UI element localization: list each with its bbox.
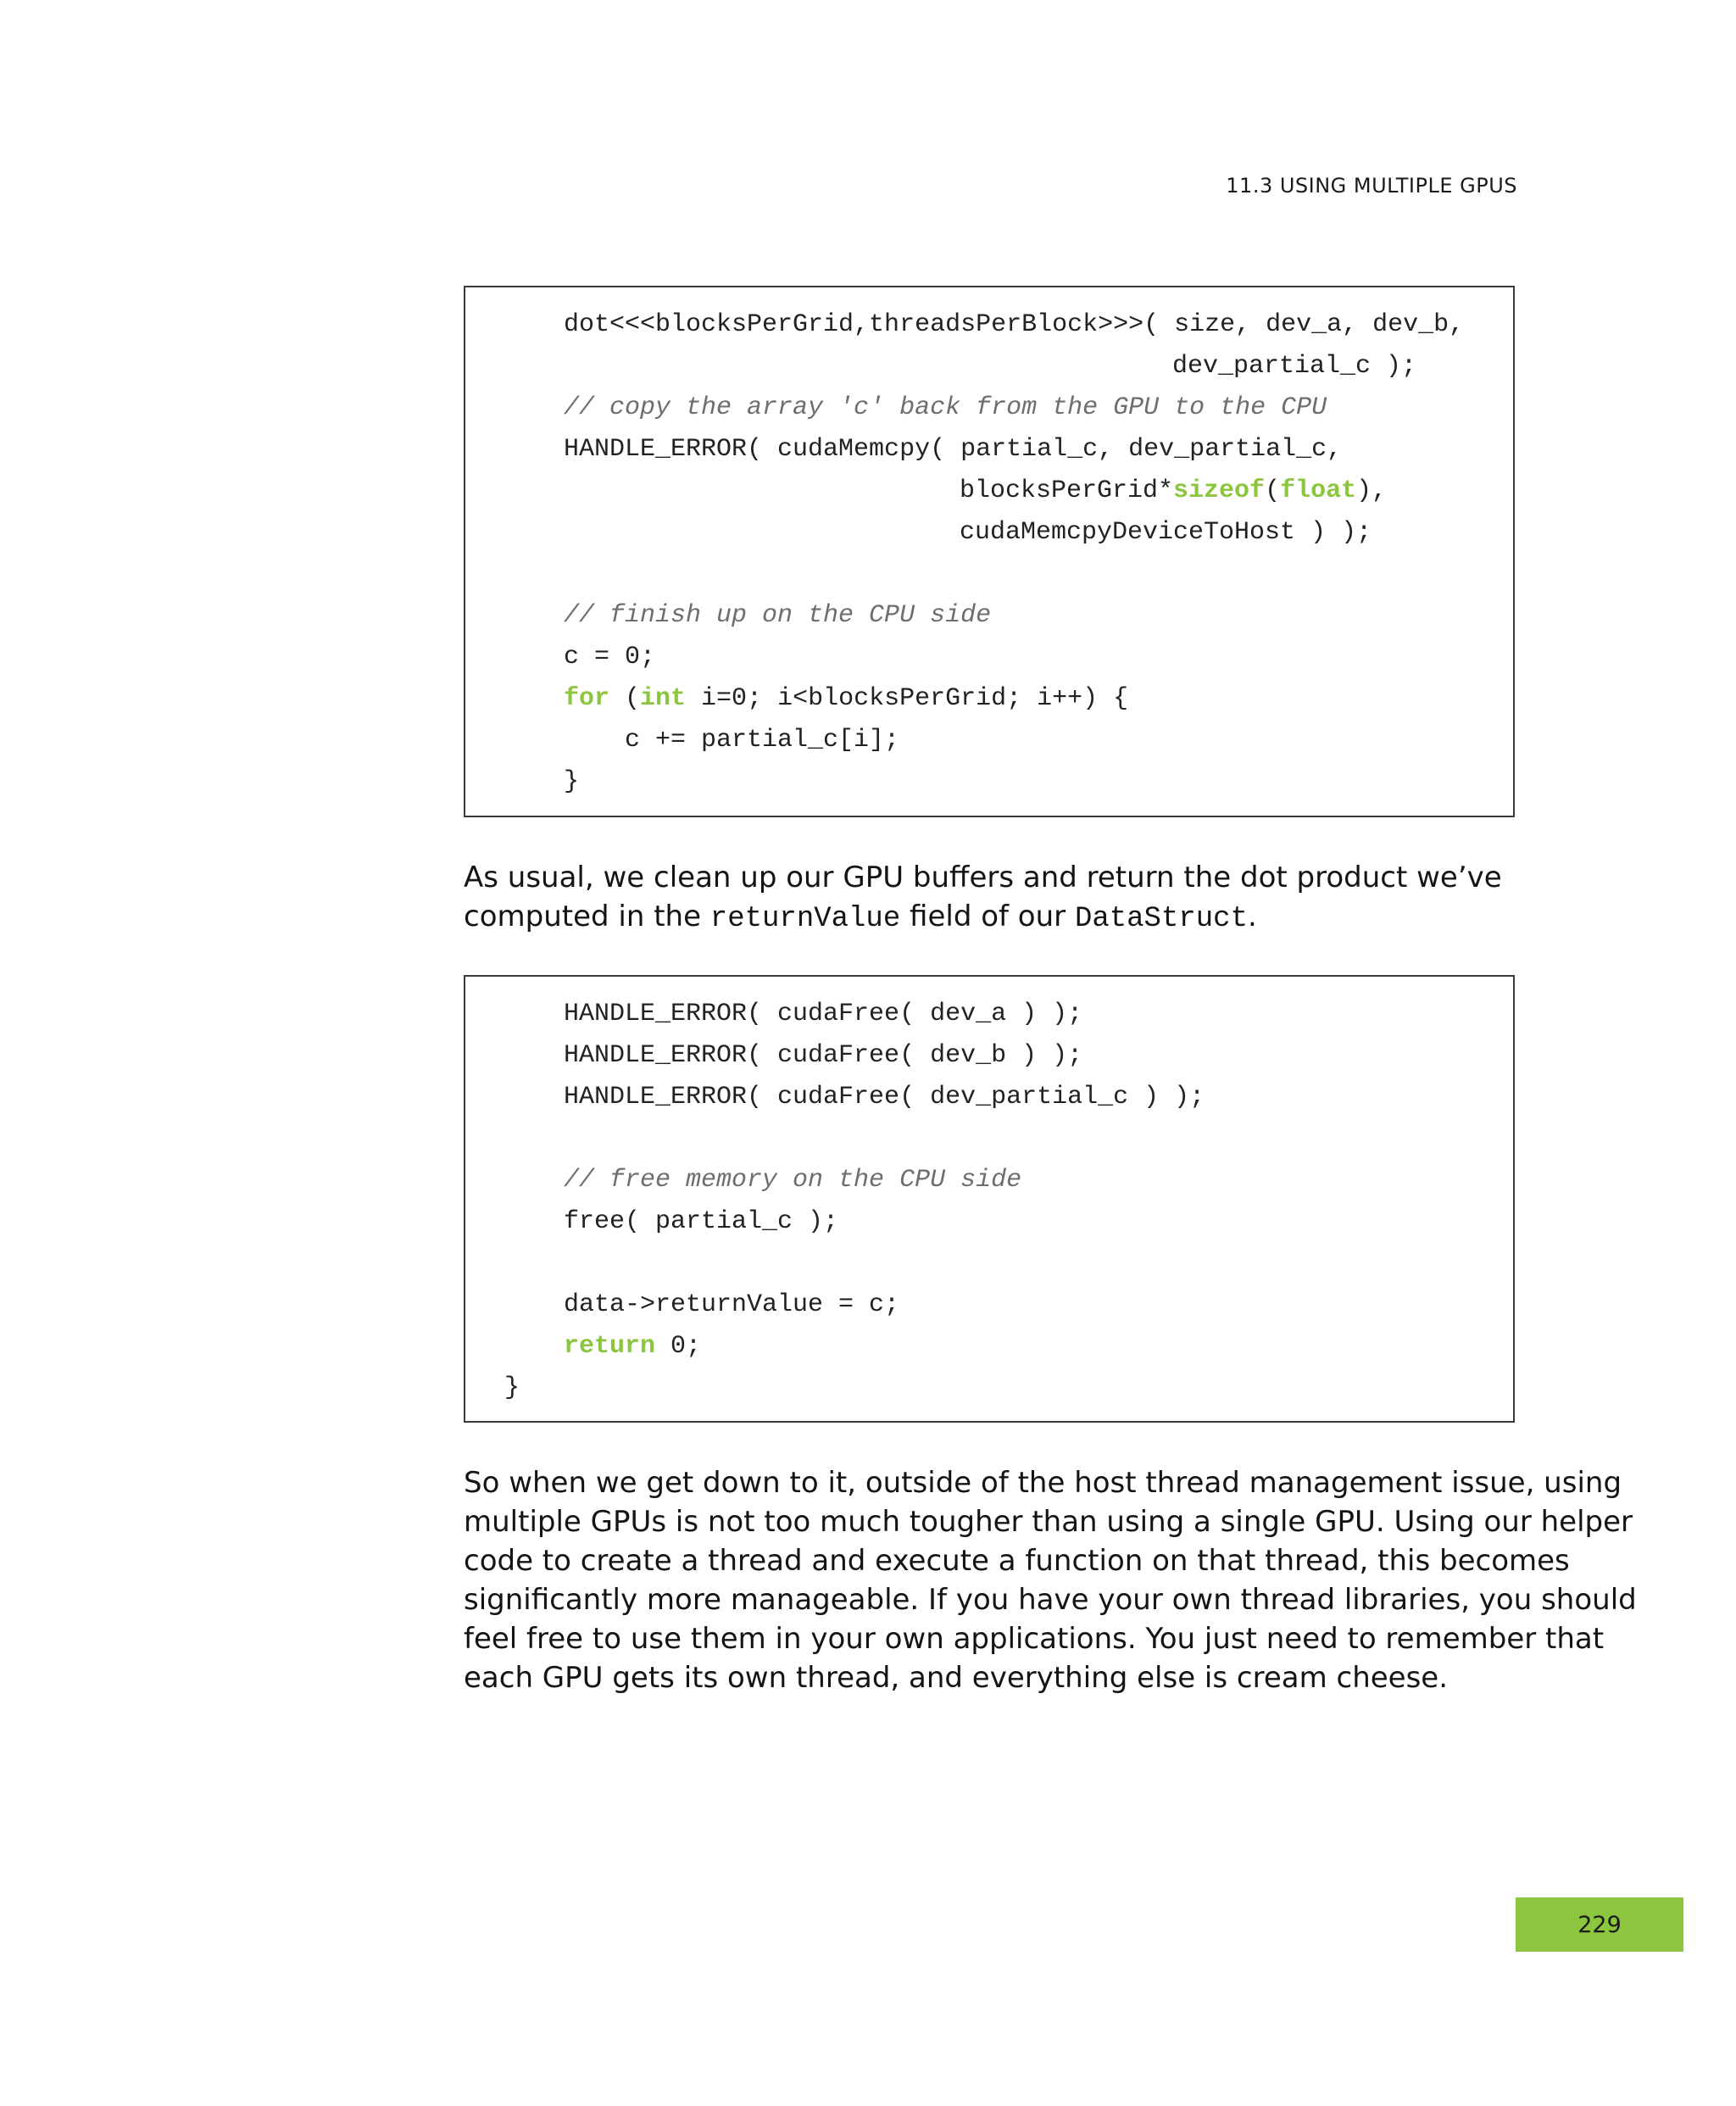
code-line: HANDLE_ERROR( cudaFree( dev_a ) ); [564,1000,1083,1028]
inline-code: returnValue [709,903,901,935]
running-head: 11.3 USING MULTIPLE GPUS [1226,174,1517,198]
code-line: c = 0; [564,643,656,671]
paragraph-line: multiple GPUs is not too much tougher than using a single GPU. Using our helper [464,1505,1633,1539]
code-line: HANDLE_ERROR( cudaFree( dev_b ) ); [564,1041,1083,1070]
paragraph-2 [464,1463,1637,1697]
paragraph-line: So when we get down to it, outside of the host thread management issue, using [464,1466,1622,1500]
paragraph-line: code to create a thread and execute a function on that thread, this becomes [464,1544,1570,1578]
code-keyword: return [564,1332,656,1361]
code-line: HANDLE_ERROR( cudaMemcpy( partial_c, dev_partial_c, [564,435,1343,464]
code-line: } [564,767,580,796]
paragraph-line: feel free to use them in your own applications. You just need to remember that [464,1622,1605,1656]
code-line: for (int i=0; i<blocksPerGrid; i++) { [564,684,1129,713]
paragraph-line: computed in the returnValue field of our DataStruct. [464,900,1257,935]
code-comment: // free memory on the CPU side [564,1166,1022,1195]
paragraph-line: significantly more manageable. If you have your own thread libraries, you should [464,1583,1637,1617]
code-line: cudaMemcpyDeviceToHost ) ); [960,518,1372,547]
code-keyword: sizeof [1173,476,1266,505]
paragraph-line: As usual, we clean up our GPU buffers and return the dot product we’ve [464,861,1502,894]
code-keyword: for [564,684,610,713]
code-block-2 [464,975,1515,1423]
code-keyword: int [640,684,687,713]
page-number-tab [1516,1897,1683,1952]
code-comment: // copy the array 'c' back from the GPU to the CPU [564,393,1327,422]
paragraph-1 [464,858,1523,939]
code-line: free( partial_c ); [564,1207,839,1236]
code-block-1 [464,286,1515,817]
code-line: return 0; [564,1332,702,1361]
code-line: dot<<<blocksPerGrid,threadsPerBlock>>>( size, dev_a, dev_b, [564,310,1465,339]
code-line: c += partial_c[i]; [625,726,900,755]
inline-code: DataStruct [1074,903,1248,935]
code-line: dev_partial_c ); [1172,352,1417,381]
code-keyword: float [1280,476,1357,505]
code-line: } [504,1373,520,1402]
paragraph-line: each GPU gets its own thread, and everything else is cream cheese. [464,1661,1449,1695]
page-number: 229 [1577,1911,1622,1938]
code-line: HANDLE_ERROR( cudaFree( dev_partial_c ) ); [564,1083,1205,1112]
code-comment: // finish up on the CPU side [564,601,992,630]
code-line: blocksPerGrid*sizeof(float), [960,476,1388,505]
code-line: data->returnValue = c; [564,1290,900,1319]
